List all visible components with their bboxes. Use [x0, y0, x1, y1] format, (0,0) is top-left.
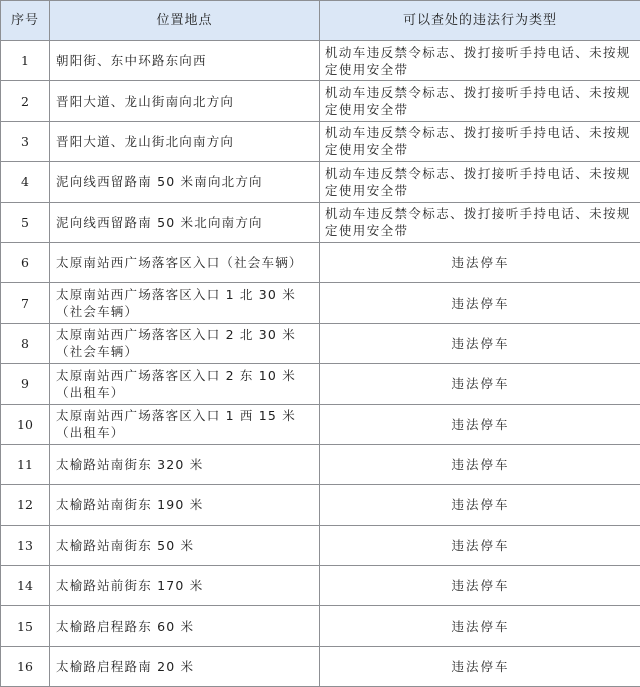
table-row [1, 202, 640, 242]
table-row [1, 81, 640, 121]
row-number: 1 [1, 41, 50, 81]
row-number: 10 [1, 404, 50, 444]
row-number: 7 [1, 283, 50, 323]
row-location: 晋阳大道、龙山街北向南方向 [50, 121, 320, 161]
table-row [1, 404, 640, 444]
row-location: 晋阳大道、龙山街南向北方向 [50, 81, 320, 121]
table-body [1, 41, 640, 687]
header-violation-type: 可以查处的违法行为类型 [320, 1, 640, 41]
row-violation-type: 违法停车 [320, 404, 640, 444]
table-row [1, 485, 640, 525]
row-violation-type: 违法停车 [320, 364, 640, 404]
row-number: 12 [1, 485, 50, 525]
row-violation-type: 违法停车 [320, 444, 640, 484]
row-number: 15 [1, 606, 50, 646]
row-number: 8 [1, 323, 50, 363]
table-row [1, 444, 640, 484]
row-violation-type: 违法停车 [320, 323, 640, 363]
row-violation-type: 机动车违反禁令标志、拨打接听手持电话、未按规定使用安全带 [320, 41, 640, 81]
row-violation-type: 违法停车 [320, 485, 640, 525]
row-location: 太原南站西广场落客区入口（社会车辆） [50, 242, 320, 282]
row-location: 太榆路启程路东 60 米 [50, 606, 320, 646]
table-row [1, 646, 640, 686]
row-location: 太榆路站南街东 320 米 [50, 444, 320, 484]
row-location: 太榆路启程路南 20 米 [50, 646, 320, 686]
table-row [1, 162, 640, 202]
row-location: 太原南站西广场落客区入口 1 北 30 米（社会车辆） [50, 283, 320, 323]
row-location: 太榆路站前街东 170 米 [50, 566, 320, 606]
row-number: 13 [1, 525, 50, 565]
row-location: 太榆路站南街东 50 米 [50, 525, 320, 565]
row-violation-type: 机动车违反禁令标志、拨打接听手持电话、未按规定使用安全带 [320, 202, 640, 242]
row-violation-type: 机动车违反禁令标志、拨打接听手持电话、未按规定使用安全带 [320, 162, 640, 202]
row-location: 泥向线西留路南 50 米北向南方向 [50, 202, 320, 242]
row-location: 朝阳街、东中环路东向西 [50, 41, 320, 81]
row-number: 2 [1, 81, 50, 121]
row-number: 5 [1, 202, 50, 242]
row-violation-type: 违法停车 [320, 566, 640, 606]
row-violation-type: 违法停车 [320, 242, 640, 282]
table-row [1, 242, 640, 282]
row-number: 11 [1, 444, 50, 484]
row-number: 6 [1, 242, 50, 282]
header-row [1, 1, 640, 41]
table-header [1, 1, 640, 41]
row-violation-type: 机动车违反禁令标志、拨打接听手持电话、未按规定使用安全带 [320, 121, 640, 161]
row-violation-type: 违法停车 [320, 646, 640, 686]
row-number: 3 [1, 121, 50, 161]
row-location: 太原南站西广场落客区入口 2 东 10 米（出租车） [50, 364, 320, 404]
row-location: 泥向线西留路南 50 米南向北方向 [50, 162, 320, 202]
table-row [1, 121, 640, 161]
row-violation-type: 违法停车 [320, 606, 640, 646]
row-number: 14 [1, 566, 50, 606]
table-row [1, 525, 640, 565]
row-location: 太榆路站南街东 190 米 [50, 485, 320, 525]
table-row [1, 606, 640, 646]
header-no: 序号 [1, 1, 50, 41]
header-location: 位置地点 [50, 1, 320, 41]
table-row [1, 283, 640, 323]
row-violation-type: 违法停车 [320, 283, 640, 323]
table-row [1, 41, 640, 81]
row-number: 4 [1, 162, 50, 202]
row-violation-type: 机动车违反禁令标志、拨打接听手持电话、未按规定使用安全带 [320, 81, 640, 121]
table-row [1, 323, 640, 363]
row-location: 太原南站西广场落客区入口 2 北 30 米（社会车辆） [50, 323, 320, 363]
row-number: 9 [1, 364, 50, 404]
table-row [1, 364, 640, 404]
table-row [1, 566, 640, 606]
row-violation-type: 违法停车 [320, 525, 640, 565]
row-number: 16 [1, 646, 50, 686]
row-location: 太原南站西广场落客区入口 1 西 15 米（出租车） [50, 404, 320, 444]
